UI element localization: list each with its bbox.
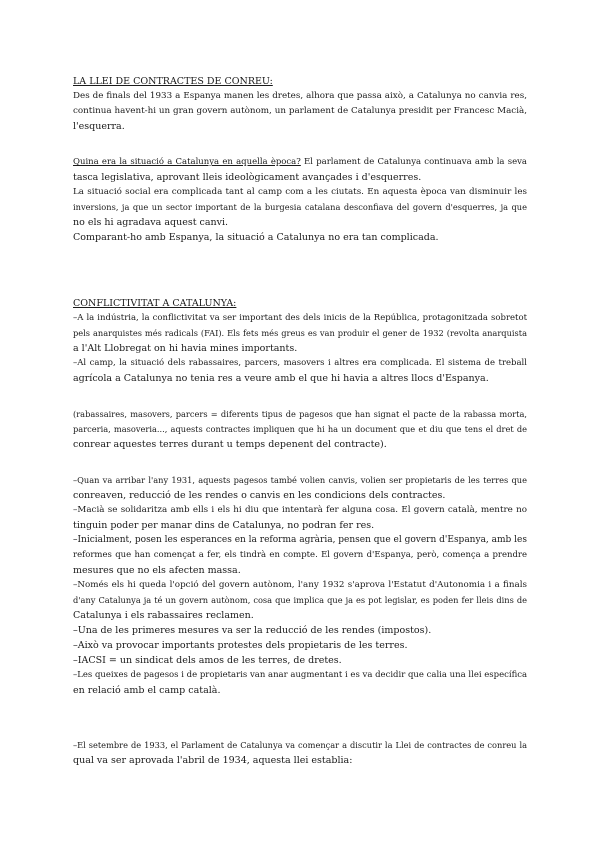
situation-line: no els hi agradava aquest canvi. — [73, 217, 229, 228]
intro-line: continua havent-hi un gran govern autònom, un parlament de Catalunya presidit per Francesc Macià, — [73, 106, 527, 116]
events-list — [73, 473, 527, 698]
events-line: –Inicialment, posen les esperances en la reforma agrària, pensen que el govern d'Espanya, amb les — [73, 535, 527, 545]
title-block — [73, 74, 527, 89]
note-line: (rabassaires, masovers, parcers = diferents tipus de pagesos que han signat el pacte de la rabassa morta, — [73, 409, 527, 419]
law-line: qual va ser aprovada l'abril de 1934, aquesta llei establia: — [73, 755, 353, 766]
note-line: parceria, masoveria..., aquests contractes impliquen que hi ha un document que et diu que tens el dret de — [73, 424, 527, 434]
intro-line: l'esquerra. — [73, 121, 125, 132]
events-line: mesures que no els afecten massa. — [73, 565, 241, 576]
situation-line: tasca legislativa, aprovant lleis ideològicament avançades i d'esquerres. — [73, 172, 422, 183]
situation-line: inversions, ja que un sector important de la burgesia catalana desconfiava del govern d'esquerres, ja que — [73, 202, 527, 212]
intro-line: Des de finals del 1933 a Espanya manen les dretes, alhora que passa això, a Catalunya no canvia res, — [73, 91, 527, 101]
situation-line: La situació social era complicada tant al camp com a les ciutats. En aquesta època van disminuir les — [73, 187, 527, 197]
situation-first-line-rest: El parlament de Catalunya continuava amb la seva — [300, 157, 527, 167]
conflict-line: a l'Alt Llobregat on hi havia mines importants. — [73, 343, 298, 354]
events-line: –Una de les primeres mesures va ser la reducció de les rendes (impostos). — [73, 625, 432, 636]
events-line: d'any Catalunya ja té un govern autònom, cosa que implica que ja es pot legislar, es poden fer lleis dins de — [73, 595, 527, 605]
events-line: –Quan va arribar l'any 1931, aquests pagesos també volien canvis, volien ser propietaris de les terres que — [73, 475, 527, 485]
conflict-line: –Al camp, la situació dels rabassaires, parcers, masovers i altres era complicada. El sistema de treball — [73, 358, 527, 368]
law-line: –El setembre de 1933, el Parlament de Catalunya va començar a discutir la Llei de contractes de conreu la — [73, 740, 527, 750]
events-line: –Les queixes de pagesos i de propietaris van anar augmentant i es va decidir que calia una llei específica — [73, 670, 527, 680]
events-line: en relació amb el camp català. — [73, 685, 221, 696]
note-line: conrear aquestes terres durant u temps depenent del contracte). — [73, 439, 387, 450]
conflict-line: agrícola a Catalunya no tenia res a veure amb el que hi havia a altres llocs d'Espanya. — [73, 373, 489, 384]
events-line: tinguin poder per manar dins de Catalunya, no podran fer res. — [73, 520, 375, 531]
events-line: reformes que han començat a fer, els tindrà en compte. El govern d'Espanya, però, comença a prendre — [73, 550, 527, 560]
document-title: LA LLEI DE CONTRACTES DE CONREU: — [73, 76, 273, 87]
events-line: Catalunya i els rabassaires reclamen. — [73, 610, 254, 621]
situation-question: Quina era la situació a Catalunya en aquella època? — [73, 157, 301, 167]
events-line: –Macià se solidaritza amb ells i els hi diu que intentarà fer alguna cosa. El govern català, mentre no — [73, 505, 527, 515]
conflict-line: pels anarquistes més radicals (FAI). Els fets més greus es van produir el gener de 1932 (revolta anarquista — [73, 328, 527, 338]
law-paragraph — [73, 738, 527, 768]
situation-first-line — [73, 155, 527, 170]
events-line: –Només els hi queda l'opció del govern autònom, l'any 1932 s'aprova l'Estatut d'Autonomia i a finals — [73, 580, 527, 590]
conflict-line: –A la indústria, la conflictivitat va ser important des dels inicis de la República, protagonitzada sobretot — [73, 313, 527, 323]
events-line: –IACSI = un sindicat dels amos de les terres, de dretes. — [73, 655, 342, 666]
conflict-heading: CONFLICTIVITAT A CATALUNYA: — [73, 298, 237, 309]
conflict-section — [73, 296, 527, 386]
situation-line: Comparant-ho amb Espanya, la situació a Catalunya no era tan complicada. — [73, 232, 439, 243]
intro-paragraph — [73, 89, 527, 134]
situation-paragraph — [73, 155, 527, 245]
events-line: conreaven, reducció de les rendes o canvis en les condicions dels contractes. — [73, 490, 446, 501]
note-paragraph — [73, 407, 527, 452]
events-line: –Això va provocar importants protestes dels propietaris de les terres. — [73, 640, 408, 651]
